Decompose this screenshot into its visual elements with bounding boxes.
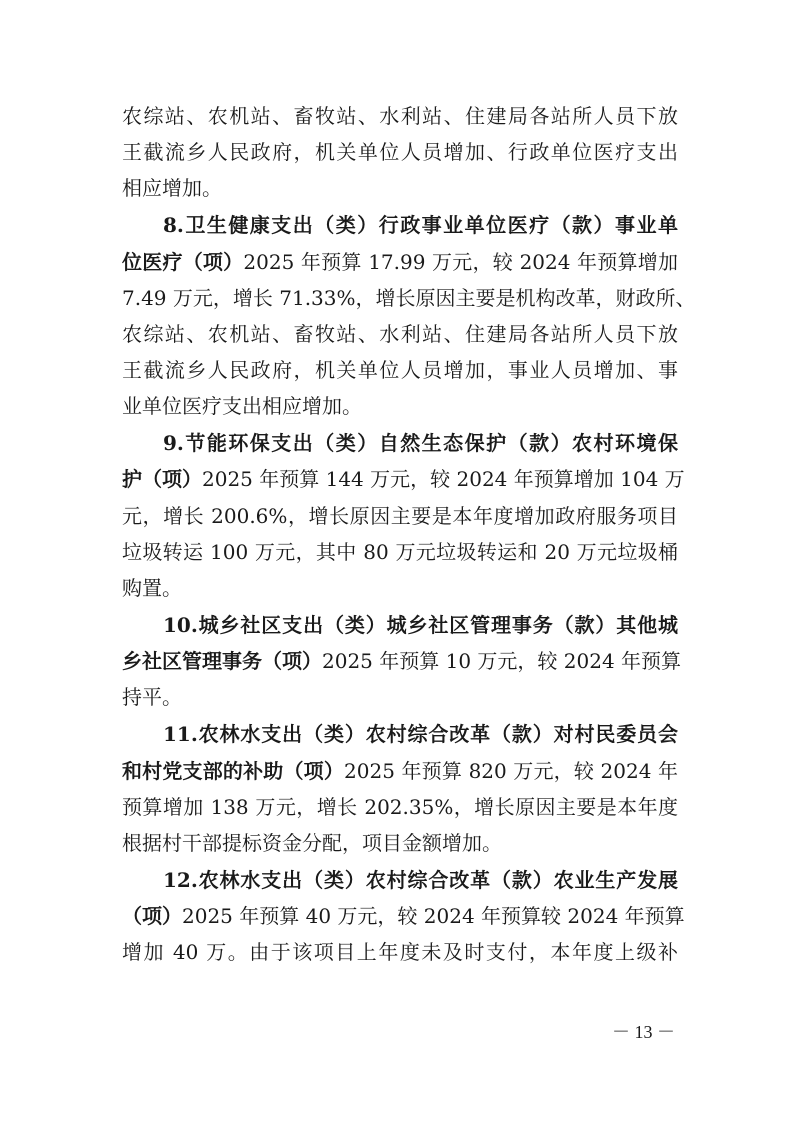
bold-text: （项） bbox=[122, 904, 182, 929]
section-heading-line bbox=[122, 862, 678, 898]
body-text: 元，增长 200.6%，增长原因主要是本年度增加政府服务项目 bbox=[122, 503, 678, 528]
section-heading-line bbox=[122, 607, 678, 643]
body-text: 持平。 bbox=[122, 685, 182, 710]
text-line bbox=[122, 934, 678, 970]
body-text: 垃圾转运 100 万元，其中 80 万元垃圾转运和 20 万元垃圾桶 bbox=[122, 539, 678, 564]
text-line bbox=[122, 170, 678, 206]
body-text: 7.49 万元，增长 71.33%，增长原因主要是机构改革，财政所、 bbox=[122, 285, 696, 310]
text-line bbox=[122, 898, 685, 934]
bold-text: 位医疗（项） bbox=[122, 249, 244, 274]
text-line bbox=[122, 825, 678, 861]
body-text: 业单位医疗支出相应增加。 bbox=[122, 394, 362, 419]
text-line bbox=[122, 753, 678, 789]
text-line bbox=[122, 316, 678, 352]
text-line bbox=[122, 789, 678, 825]
body-text: 农综站、农机站、畜牧站、水利站、住建局各站所人员下放 bbox=[122, 321, 678, 346]
body-text: 2025 年预算 40 万元，较 2024 年预算较 2024 年预算 bbox=[182, 904, 685, 929]
text-line bbox=[122, 244, 678, 280]
text-line bbox=[122, 280, 696, 316]
body-text: 购置。 bbox=[122, 576, 182, 601]
body-text: 相应增加。 bbox=[122, 176, 222, 201]
section-heading-line bbox=[122, 716, 678, 752]
bold-text: 9.节能环保支出（类）自然生态保护（款）农村环境保 bbox=[163, 431, 678, 456]
body-text: 2025 年预算 17.99 万元，较 2024 年预算增加 bbox=[243, 249, 678, 274]
text-line bbox=[122, 98, 678, 134]
section-heading-line bbox=[122, 425, 678, 461]
bold-text: 护（项） bbox=[122, 467, 202, 492]
body-text: 增加 40 万。由于该项目上年度未及时支付，本年度上级补 bbox=[122, 940, 678, 965]
text-line bbox=[122, 498, 678, 534]
body-text: 王截流乡人民政府，机关单位人员增加、行政单位医疗支出 bbox=[122, 140, 678, 165]
body-text: 预算增加 138 万元，增长 202.35%，增长原因主要是本年度 bbox=[122, 794, 678, 819]
body-text: 2025 年预算 144 万元，较 2024 年预算增加 104 万 bbox=[202, 467, 685, 492]
text-line bbox=[122, 679, 678, 715]
bold-text: 11.农林水支出（类）农村综合改革（款）对村民委员会 bbox=[163, 722, 678, 747]
body-text: 2025 年预算 820 万元，较 2024 年 bbox=[344, 758, 678, 783]
body-text: 王截流乡人民政府，机关单位人员增加，事业人员增加、事 bbox=[122, 358, 678, 383]
body-text: 农综站、农机站、畜牧站、水利站、住建局各站所人员下放 bbox=[122, 104, 678, 128]
document-body bbox=[122, 98, 696, 970]
bold-text: 乡社区管理事务（项） bbox=[122, 649, 322, 674]
bold-text: 12.农林水支出（类）农村综合改革（款）农业生产发展 bbox=[163, 867, 678, 892]
bold-text: 和村党支部的补助（项） bbox=[122, 758, 345, 783]
text-line bbox=[122, 388, 678, 424]
text-line bbox=[122, 534, 678, 570]
text-line bbox=[122, 352, 678, 388]
text-line bbox=[122, 643, 682, 679]
page-number: － 13 － bbox=[612, 1022, 675, 1042]
bold-text: 8.卫生健康支出（类）行政事业单位医疗（款）事业单 bbox=[163, 213, 678, 238]
section-heading-line bbox=[122, 207, 678, 243]
text-line bbox=[122, 461, 685, 497]
body-text: 2025 年预算 10 万元，较 2024 年预算 bbox=[322, 649, 682, 674]
text-line bbox=[122, 570, 678, 606]
bold-text: 10.城乡社区支出（类）城乡社区管理事务（款）其他城 bbox=[163, 613, 678, 638]
text-line bbox=[122, 134, 678, 170]
body-text: 根据村干部提标资金分配，项目金额增加。 bbox=[122, 830, 502, 855]
